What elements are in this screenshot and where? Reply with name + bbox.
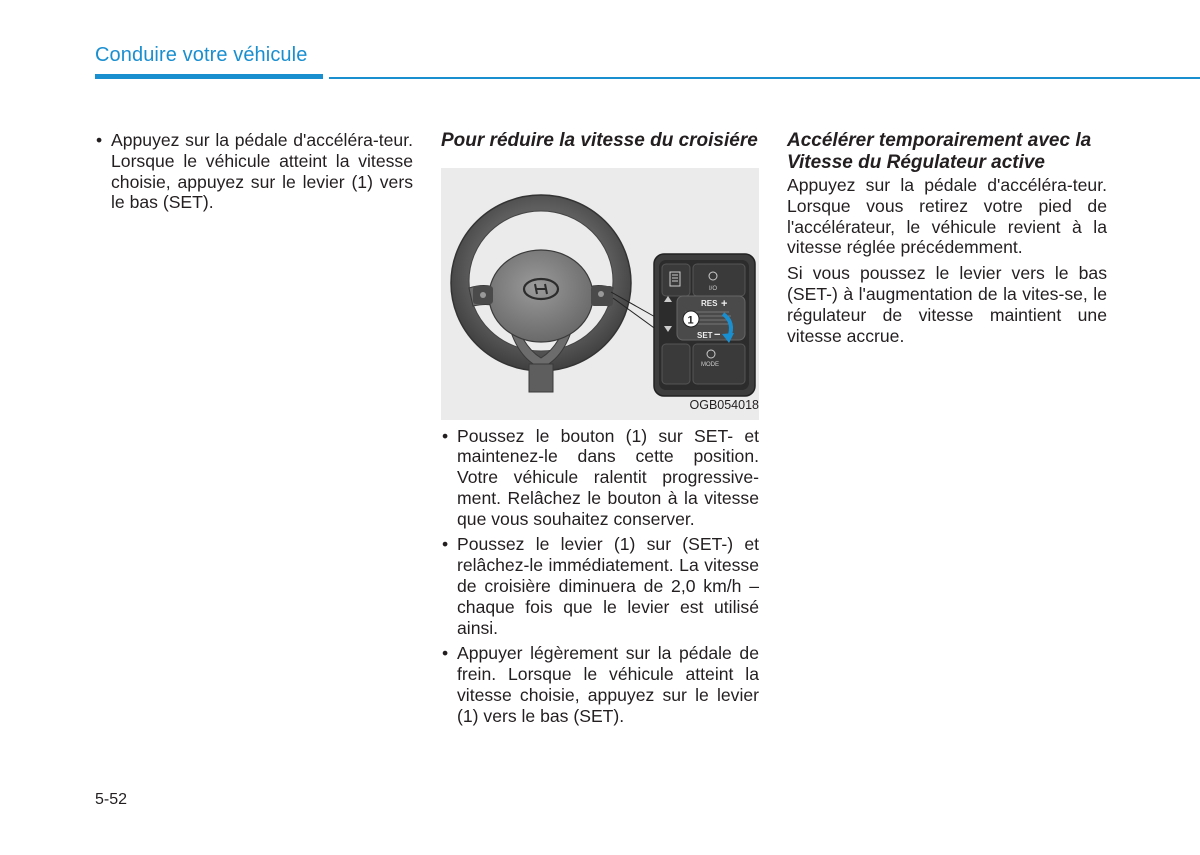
io-label: I/O [709,285,718,292]
paragraph: Si vous poussez le levier vers le bas (SET-) à l'augmentation de la vites-se, le régulateur de vitesse maintient une vitesse accrue. [787,263,1107,346]
section-title: Conduire votre véhicule [95,44,308,66]
callout-number: 1 [687,314,694,326]
header-rule-thin [329,77,1200,79]
plus-label: + [721,297,728,310]
subheading: Pour réduire la vitesse du croisiére [441,130,758,151]
column-1 [95,130,413,218]
steering-wheel-illustration [441,168,759,420]
column-3 [787,130,1107,351]
column-2 [441,130,759,732]
res-label: RES [701,298,718,308]
set-label: SET [697,330,713,340]
mode-label: MODE [701,361,719,368]
airbag-hub [489,250,593,342]
paragraph: Appuyez sur la pédale d'accéléra-teur. Lorsque vous retirez votre pied de l'accélérateur, le véhicule revient à la vitesse réglée précédemment. [787,175,1107,258]
list-item: • Poussez le bouton (1) sur SET- et maintenez-le dans cette position. Votre véhicule ralentit progressive-ment. Relâchez le bouton à la vitesse que vous souhaitez conserver. [441,426,759,530]
figure-code: OGB054018 [689,397,759,412]
subheading: Accélérer temporairement avec la Vitesse du Régulateur active [787,130,1092,173]
header-rule-thick [95,74,323,79]
steering-wheel-figure [441,168,759,420]
page-number: 5-52 [95,791,128,808]
list-item: • Appuyez sur la pédale d'accéléra-teur. Lorsque le véhicule atteint la vitesse choisie, appuyez sur le levier (1) vers le bas (SET). [95,130,413,213]
list-item: • Poussez le levier (1) sur (SET-) et relâchez-le immédiatement. La vitesse de croisière diminuera de 2,0 km/h – chaque fois que le levier est utilisé ainsi. [441,534,759,638]
list-item: • Appuyer légèrement sur la pédale de frein. Lorsque le véhicule atteint la vitesse choisie, appuyez sur le levier (1) vers le bas (SET). [441,643,759,726]
bullet-list [95,130,413,213]
bullet-list [441,426,759,727]
minus-label: − [714,328,721,341]
